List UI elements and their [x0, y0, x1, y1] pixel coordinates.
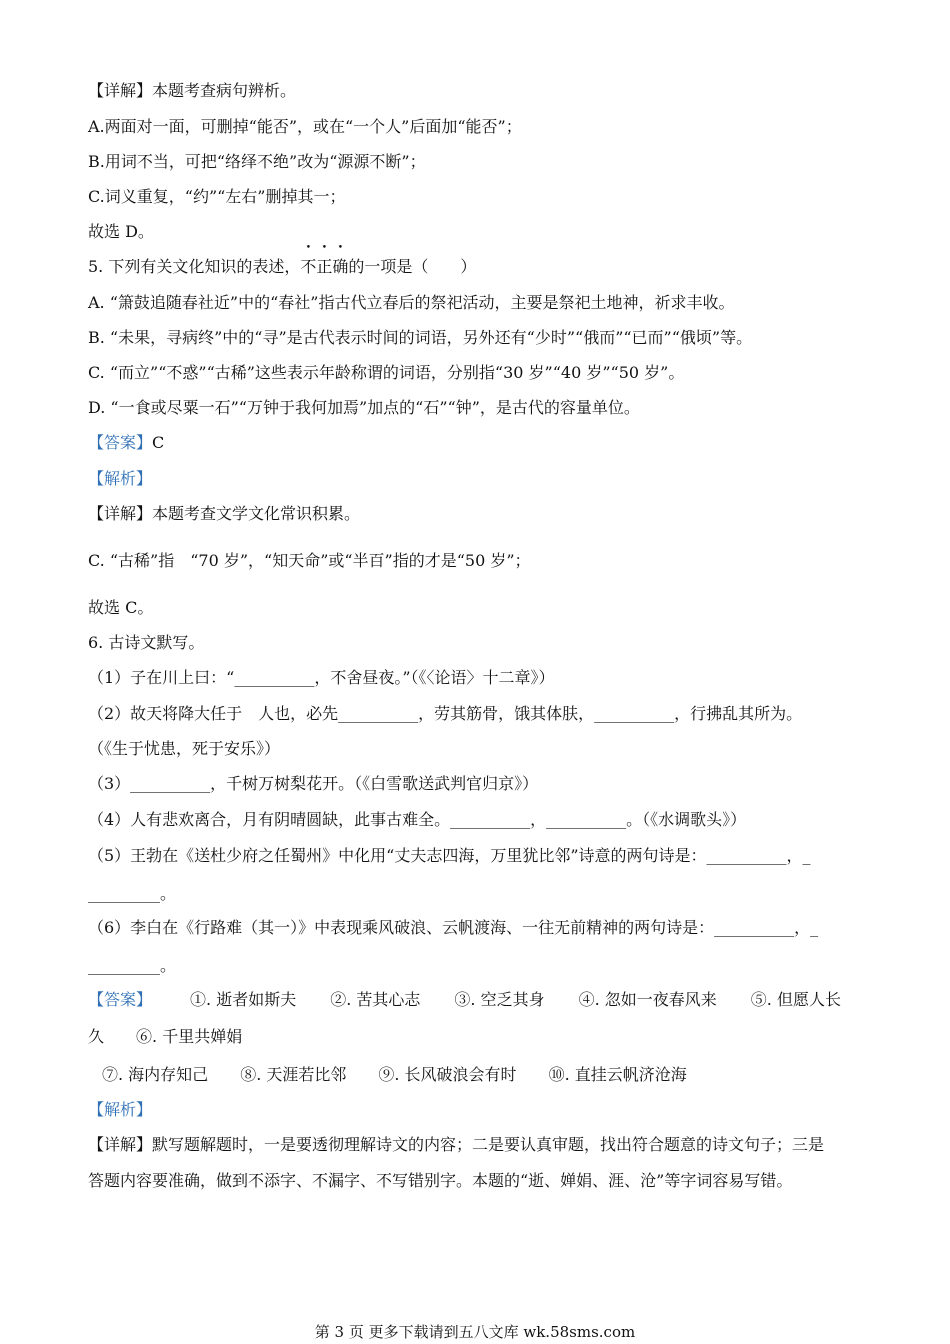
question-5-stem — [88, 256, 476, 278]
answer-value: C — [152, 433, 165, 452]
question-6-item-1: （1）子在川上曰：“__________，不舍昼夜。”（《〈论语〉十二章》） — [88, 668, 555, 687]
answer-item: ⑥. 千里共婵娟 — [136, 1027, 243, 1046]
analysis-line-b: B.用词不当，可把“络绎不绝”改为“源源不断”； — [88, 152, 426, 171]
question-6-item-6-cont: _________。 — [88, 956, 177, 975]
question-6-answer-row-1 — [88, 989, 841, 1011]
question-6-detail: 【详解】默写题解题时，一是要透彻理解诗文的内容；二是要认真审题，找出符合题意的诗文句子；三是 — [88, 1135, 825, 1154]
question-5-option-d: D. “一食或尽粟一石”“万钟于我何加焉”加点的“石”“钟”，是古代的容量单位。 — [88, 398, 640, 417]
question-6-item-2: （2）故天将降大任于 人也，必先__________，劳其筋骨，饿其体肤，__________，行拂乱其所为。 — [88, 704, 803, 723]
answer-tag: 【答案】 — [88, 990, 153, 1009]
question-6-item-3: （3）__________，千树万树梨花开。（《白雪歌送武判官归京》） — [88, 774, 539, 793]
answer-item: ⑦. 海内存知己 — [102, 1065, 209, 1084]
emphasis-char: 正 — [316, 257, 333, 276]
question-5-stem-post: 的一项是（ ） — [348, 257, 477, 276]
question-5-stem-pre: 5. 下列有关文化知识的表述， — [88, 257, 301, 276]
analysis-tag: 【解析】 — [88, 1100, 153, 1119]
detail-heading: 【详解】本题考查病句辨析。 — [88, 81, 297, 100]
answer-item: ⑩. 直挂云帆济沧海 — [548, 1065, 687, 1084]
question-5-option-b: B. “未果，寻病终”中的“寻”是古代表示时间的词语，另外还有“少时”“俄而”“已而”“俄顷”等。 — [88, 328, 753, 347]
emphasis-char: 不 — [300, 257, 317, 276]
analysis-tag: 【解析】 — [88, 469, 153, 488]
answer-item: ①. 逝者如斯夫 — [190, 990, 297, 1009]
answer-item: ②. 苦其心志 — [330, 990, 421, 1009]
question-6-answer-row-3 — [102, 1064, 687, 1086]
question-6-item-6: （6）李白在《行路难（其一）》中表现乘风破浪、云帆渡海、一往无前精神的两句诗是：__________，_ — [88, 918, 819, 937]
emphasis-char: 确 — [332, 257, 349, 276]
question-5-conclusion: 故选 C。 — [88, 598, 154, 617]
question-5-detail: 【详解】本题考查文学文化常识积累。 — [88, 504, 361, 523]
page-footer: 第 3 页 更多下载请到五八文库 wk.58sms.com — [314, 1323, 636, 1341]
question-6-item-5: （5）王勃在《送杜少府之任蜀州》中化用“丈夫志四海，万里犹比邻”诗意的两句诗是：__________，_ — [88, 846, 811, 865]
question-6-item-4: （4）人有悲欢离合，月有阴晴圆缺，此事古难全。__________，__________。（《水调歌头》） — [88, 810, 747, 829]
answer-item: ③. 空乏其身 — [454, 990, 545, 1009]
answer-tag: 【答案】 — [88, 433, 153, 452]
question-6-item-5-cont: _________。 — [88, 884, 177, 903]
question-6-title: 6. 古诗文默写。 — [88, 633, 205, 652]
question-6-item-2-source: （《生于忧患，死于安乐》） — [88, 739, 281, 758]
analysis-line-a: A.两面对一面，可删掉“能否”，或在“一个人”后面加“能否”； — [88, 117, 522, 136]
question-5-explanation: C. “古稀”指 “70 岁”，“知天命”或“半百”指的才是“50 岁”； — [88, 551, 531, 570]
question-6-answer-row-2 — [88, 1026, 242, 1048]
answer-item-cont: 久 — [88, 1027, 105, 1046]
analysis-line-c: C.词义重复，“约”“左右”删掉其一； — [88, 187, 346, 206]
answer-item: ④. 忽如一夜春风来 — [578, 990, 717, 1009]
question-5-option-c: C. “而立”“不惑”“古稀”这些表示年龄称谓的词语，分别指“30 岁”“40 岁”“50 岁”。 — [88, 363, 685, 382]
question-6-detail-cont: 答题内容要准确，做到不添字、不漏字、不写错别字。本题的“逝、婵娟、涯、沧”等字词容易写错。 — [88, 1171, 793, 1190]
choice-conclusion: 故选 D。 — [88, 222, 154, 241]
answer-item: ⑤. 但愿人长 — [750, 990, 841, 1009]
answer-item: ⑨. 长风破浪会有时 — [378, 1065, 517, 1084]
question-5-answer — [88, 432, 164, 454]
question-5-option-a: A. “箫鼓追随春社近”中的“春社”指古代立春后的祭祀活动，主要是祭祀土地神，祈求丰收。 — [88, 293, 735, 312]
answer-item: ⑧. 天涯若比邻 — [240, 1065, 347, 1084]
